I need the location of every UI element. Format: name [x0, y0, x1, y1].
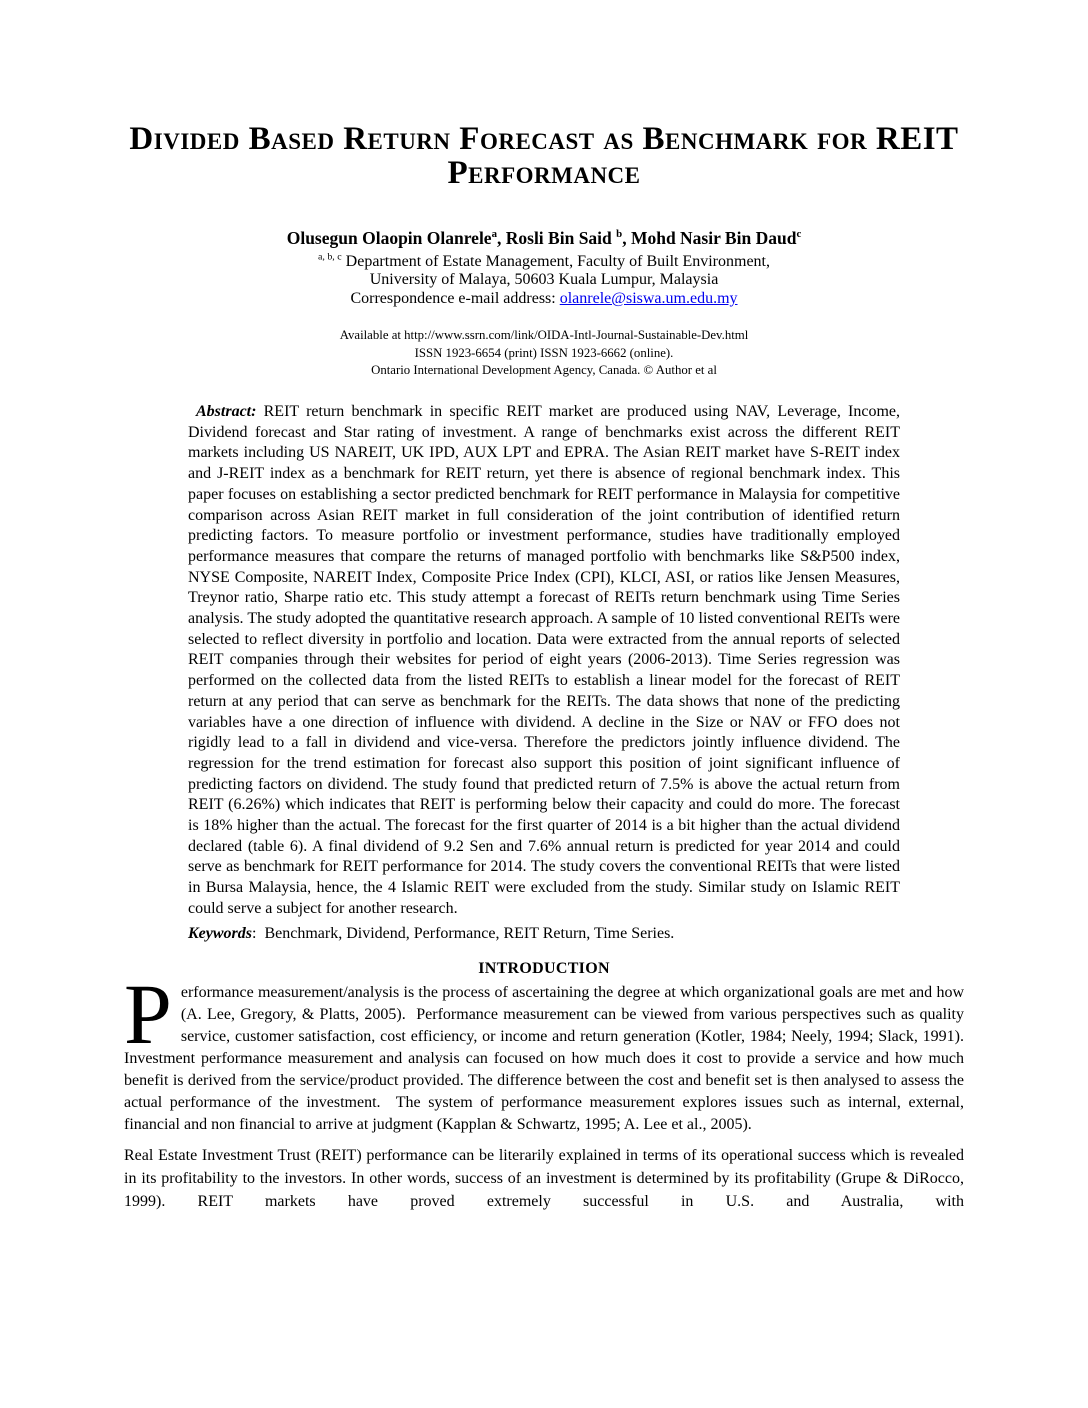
affiliation-department-text: Department of Estate Management, Faculty of Built Environment, — [341, 253, 770, 270]
introduction-heading: INTRODUCTION — [478, 959, 610, 977]
paper-title: Divided Based Return Forecast as Benchmark for REIT Performance — [129, 121, 959, 191]
issn-line: ISSN 1923-6654 (print) ISSN 1923-6662 (online). — [414, 345, 674, 360]
correspondence-label: Correspondence e-mail address: — [350, 289, 560, 307]
authors-line — [0, 227, 1088, 249]
author-superscript-a: a — [491, 228, 497, 241]
affiliation-department-line — [0, 253, 1088, 271]
author-separator: , — [497, 228, 506, 248]
author-name-2: Rosli Bin Said — [505, 228, 617, 248]
author-separator: , — [622, 228, 631, 248]
availability-block — [0, 327, 1088, 380]
affiliation-block — [0, 253, 1088, 308]
abstract-label: Abstract: — [196, 403, 257, 420]
correspondence-email-link[interactable]: olanrele@siswa.um.edu.my — [559, 289, 738, 307]
abstract-text: REIT return benchmark in specific REIT market are produced using NAV, Leverage, Income, Dividend forecast and Star rating of investment. A range of benchmarks exist across the different REIT markets including US NAREIT, UK IPD, AUX LPT and EPRA. The Asian REIT market have S-REIT index and J-REIT index as a benchmark for REIT return, yet there is absence of regional benchmark index. This paper focuses on establishing a sector predicted benchmark for REIT performance in Malaysia for competitive comparison across Asian REIT market in full consideration of the joint contribution of identified return predicting factors. To measure portfolio or investment performance, studies have traditionally employed performance measures that compare the returns of managed portfolio with benchmarks like S&P500 index, NYSE Composite, NAREIT Index, Composite Price Index (CPI), KLCI, ASI, or ratios like Jensen Measures, Treynor ratio, Sharpe ratio etc. This study attempt a forecast of REITs return benchmark using Time Series analysis. The study adopted the quantitative research approach. A sample of 10 listed conventional REITs were selected to reflect diversity in portfolio and location. Data were extracted from the annual reports of selected REIT companies through their websites for period of eight years (2006-2013). Time Series regression was performed on the collected data from the listed REITs to establish a linear model for the forecast of REIT return at any period that can serve as benchmark for the REITs. The data shows that none of the predicting variables have a one direction of influence with dividend. A decline in the Size or NAV or FFO does not rigidly lead to a fall in dividend and vice-versa. Therefore the predictors jointly influence dividend. The regression for the trend estimation for forecast also support this position of joint significant influence of predicting factors on dividend. The study found that predicted return of 7.5% is above the actual return from REIT (6.26%) which indicates that REIT is performing below their capacity and could do more. The forecast is 18% higher than the actual. The forecast for the first quarter of 2014 is a bit higher than the actual dividend declared (table 6). A final dividend of 9.2 Sen and 7.6% annual return is predicted for year 2014 and could serve as benchmark for REIT performance for 2014. The study covers the conventional REITs that were listed in Bursa Malaysia, hence, the 4 Islamic REIT were excluded from the study. Similar study on Islamic REIT could serve a subject for another research. — [188, 403, 900, 917]
author-name-1: Olusegun Olaopin Olanrele — [286, 228, 492, 248]
drop-cap: P — [124, 965, 172, 1062]
author-superscript-c: c — [796, 228, 802, 241]
keywords-label: Keywords — [188, 924, 252, 942]
abstract-paragraph — [188, 402, 900, 920]
availability-url-line: Available at http://www.ssrn.com/link/OIDA-Intl-Journal-Sustainable-Dev.html — [339, 328, 749, 343]
author-superscript-b: b — [616, 228, 623, 241]
author-name-3: Mohd Nasir Bin Daud — [630, 228, 797, 248]
introduction-text-1: erformance measurement/analysis is the process of ascertaining the degree at which organizational goals are met and how (A. Lee, Gregory, & Platts, 2005). Performance measurement can be viewed from various perspectives such as quality service, customer satisfaction, cost efficiency, or income and return generation (Kotler, 1984; Neely, 1994; Slack, 1991). Investment performance measurement and analysis can focused on how much does it cost to provide a service and how much benefit is derived from the service/product provided. The difference between the cost and benefit set is then analysed to assess the actual performance of the investment. The system of performance measurement explores issues such as internal, external, financial and non financial to arrive at judgment (Kapplan & Schwartz, 1995; A. Lee et al., 2005). — [124, 983, 964, 1133]
keywords-line — [188, 923, 900, 944]
affiliation-superscript: a, b, c — [318, 251, 342, 263]
correspondence-line — [0, 290, 1088, 308]
affiliation-university-line: University of Malaya, 50603 Kuala Lumpur, Malaysia — [369, 271, 719, 289]
introduction-paragraph-2: Real Estate Investment Trust (REIT) performance can be literarily explained in terms of its operational success which is revealed in its profitability to the investors. In other words, success of an investment is determined by its profitability (Grupe & DiRocco, 1999). REIT markets have proved extremely successful in U.S. and Australia, with — [124, 1146, 964, 1210]
keywords-text: : Benchmark, Dividend, Performance, REIT Return, Time Series. — [252, 924, 675, 942]
publisher-line: Ontario International Development Agency, Canada. © Author et al — [371, 363, 717, 378]
